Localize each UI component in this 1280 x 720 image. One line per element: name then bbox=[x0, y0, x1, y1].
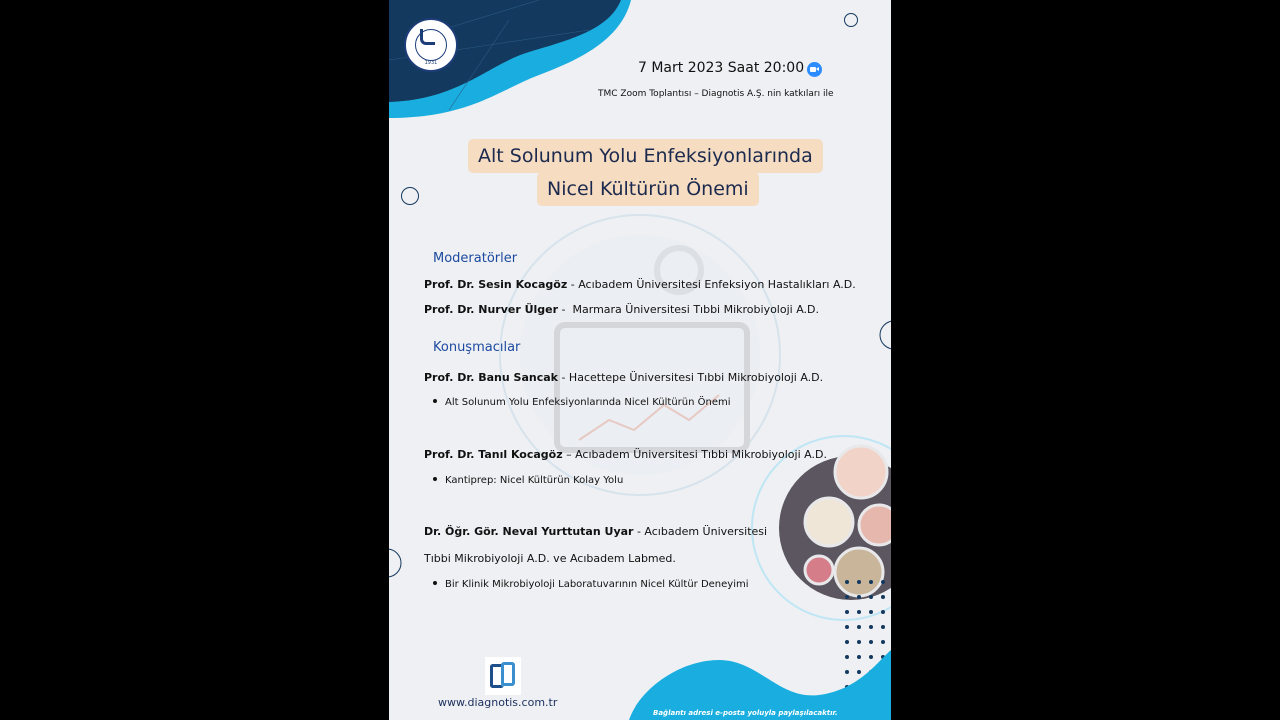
event-date-time: 7 Mart 2023 Saat 20:00 bbox=[638, 60, 805, 76]
speaker-2-affiliation: – Acıbadem Üniversitesi Tıbbi Mikrobiyoloji A.D. bbox=[562, 448, 827, 461]
background-decoration bbox=[389, 0, 891, 720]
moderator-1-name: Prof. Dr. Sesin Kocagöz bbox=[424, 278, 568, 291]
society-logo bbox=[404, 18, 458, 72]
title-line-2: Nicel Kültürün Önemi bbox=[537, 172, 759, 206]
speaker-3 bbox=[424, 525, 767, 538]
bullet-icon bbox=[433, 399, 437, 403]
speaker-1-affiliation: - Hacettepe Üniversitesi Tıbbi Mikrobiyoloji A.D. bbox=[557, 371, 824, 384]
moderator-2-name: Prof. Dr. Nurver Ülger bbox=[424, 303, 559, 316]
meeting-info: TMC Zoom Toplantısı – Diagnotis A.Ş. nin katkıları ile bbox=[598, 89, 834, 99]
speaker-3-talk-title: Bir Klinik Mikrobiyoloji Laboratuvarının Nicel Kültür Deneyimi bbox=[445, 579, 749, 590]
speaker-3-affiliation-line2: Tıbbi Mikrobiyoloji A.D. ve Acıbadem Labmed. bbox=[424, 552, 676, 565]
speaker-1 bbox=[424, 371, 823, 384]
speaker-2-talk-title: Kantiprep: Nicel Kültürün Kolay Yolu bbox=[445, 475, 624, 486]
speakers-heading: Konuşmacılar bbox=[433, 340, 521, 355]
speaker-1-talk-title: Alt Solunum Yolu Enfeksiyonlarında Nicel Kültürün Önemi bbox=[445, 397, 731, 408]
speaker-3-talk bbox=[433, 579, 749, 590]
moderator-1-affiliation: - Acıbadem Üniversitesi Enfeksiyon Hastalıkları A.D. bbox=[567, 278, 856, 291]
zoom-camera-icon bbox=[807, 62, 822, 77]
society-logo-year: 1931 bbox=[424, 60, 438, 66]
speaker-2-name: Prof. Dr. Tanıl Kocagöz bbox=[424, 448, 563, 461]
moderator-1 bbox=[424, 278, 856, 291]
website-url[interactable]: www.diagnotis.com.tr bbox=[438, 696, 558, 709]
moderators-heading: Moderatörler bbox=[433, 251, 518, 266]
bullet-icon bbox=[433, 581, 437, 585]
link-sharing-note: Bağlantı adresi e-posta yoluyla paylaşılacaktır. bbox=[653, 709, 838, 717]
speaker-1-name: Prof. Dr. Banu Sancak bbox=[424, 371, 558, 384]
speaker-3-affiliation: - Acıbadem Üniversitesi bbox=[633, 525, 768, 538]
bullet-icon bbox=[433, 477, 437, 481]
speaker-2-talk bbox=[433, 475, 623, 486]
speaker-3-name: Dr. Öğr. Gör. Neval Yurttutan Uyar bbox=[424, 525, 634, 538]
moderator-2-affiliation: - Marmara Üniversitesi Tıbbi Mikrobiyoloji A.D. bbox=[558, 303, 820, 316]
poster bbox=[389, 0, 891, 720]
speaker-1-talk bbox=[433, 397, 731, 408]
moderator-2 bbox=[424, 303, 819, 316]
speaker-2 bbox=[424, 448, 827, 461]
title-line-1: Alt Solunum Yolu Enfeksiyonlarında bbox=[468, 139, 823, 173]
diagnotis-logo bbox=[485, 657, 521, 695]
